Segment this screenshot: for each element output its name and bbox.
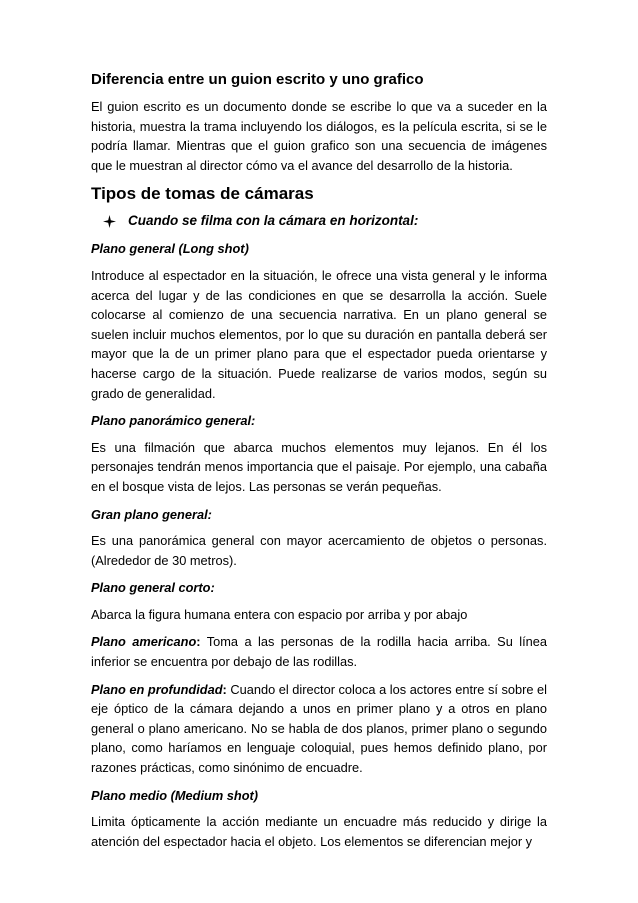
bullet-item — [103, 211, 547, 231]
shot-heading — [91, 505, 547, 525]
shot-heading — [91, 786, 547, 806]
shot-name: Plano en profundidad — [91, 681, 223, 697]
section-title: Tipos de tomas de cámaras — [91, 184, 314, 204]
colon: : — [207, 506, 212, 522]
diamond-bullet-icon — [103, 215, 116, 228]
colon: : — [222, 681, 227, 697]
shot-description: Es una panorámica general con mayor acercamiento de objetos o personas. (Alrededor de 30 metros). — [91, 533, 547, 568]
colon: : — [251, 413, 256, 429]
shot-description: Limita ópticamente la acción mediante un encuadre más reducido y dirige la atención del espectador hacia el objeto. Los elementos se diferencian mejor y — [91, 814, 547, 849]
shot-name: Plano general corto — [91, 580, 211, 596]
shot-description: Introduce al espectador en la situación, le ofrece una vista general y le informa acerca del lugar y de las condiciones en que se desarrolla la acción. Suele colocarse al comienzo de una secuencia narrativa. En un plano general se suelen incluir muchos elementos, por lo que su duración en pantalla deberá ser mayor que la de un primer plano para que el espectador pueda orientarse y hacerse cargo de la situación. Puede realizarse de varios modos, según su grado de generalidad. — [91, 267, 547, 401]
intro-paragraph: El guion escrito es un documento donde se escribe lo que va a suceder en la historia, muestra la trama incluyendo los diálogos, es la película escrita, si se le podría llamar. Mientras que el guion grafico son una secuencia de imágenes que le muestran al director cómo va el avance del desarrollo de la historia. — [91, 99, 547, 173]
shot-description: Es una filmación que abarca muchos elementos muy lejanos. En él los personajes tendrán menos importancia que el paisaje. Por ejemplo, una cabaña en el bosque vista de lejos. Las personas se verán pequeñas. — [91, 439, 547, 494]
shot-paragraph — [91, 680, 547, 778]
colon: : — [196, 634, 201, 650]
shot-paragraph — [91, 632, 547, 671]
shot-heading — [91, 239, 547, 259]
colon: : — [210, 580, 215, 596]
shot-name: Plano panorámico general — [91, 413, 252, 429]
shot-name: Plano medio (Medium shot) — [91, 787, 259, 803]
shot-description: Cuando el director coloca a los actores entre sí sobre el eje óptico de la cámara dejando a unos en primer plano y a otros en plano general o plano americano. No se habla de dos planos, primer plano o segundo plano, como haríamos en lenguaje coloquial, pues hemos definido plano, por razones prácticas, como sinónimo de encuadre. — [91, 681, 547, 776]
shot-description: Abarca la figura humana entera con espacio por arriba y por abajo — [91, 606, 468, 622]
shot-name: Plano general (Long shot) — [91, 241, 249, 257]
shot-name: Plano americano — [91, 634, 197, 650]
shot-description: Toma a las personas de la rodilla hacia arriba. Su línea inferior se encuentra por debajo de las rodillas. — [91, 634, 547, 670]
document-title: Diferencia entre un guion escrito y uno grafico — [91, 71, 424, 88]
shot-heading — [91, 411, 547, 431]
shot-name: Gran plano general — [91, 506, 208, 522]
bullet-text: Cuando se filma con la cámara en horizontal: — [128, 213, 419, 229]
document-page — [91, 70, 547, 859]
shot-heading — [91, 578, 547, 598]
